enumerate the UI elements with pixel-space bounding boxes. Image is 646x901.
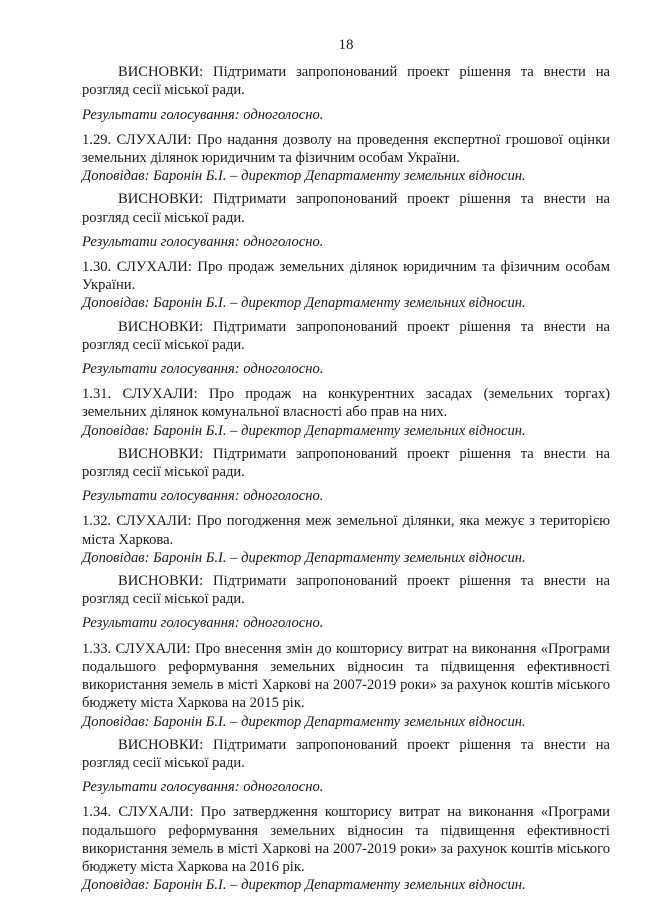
conclusion-paragraph: ВИСНОВКИ: Підтримати запропонований проект рішення та внести на розгляд сесії міської ради. [82, 191, 610, 226]
speaker-line: Доповідав: Баронін Б.І. – директор Департаменту земельних відносин. [82, 877, 526, 894]
heard-item-1-33: 1.33. СЛУХАЛИ: Про внесення змін до кошторису витрат на виконання «Програми подальшого реформування земельних відносин та підвищення ефективності використання земель в місті Харкові на 2007-2019 роки» за рахунок коштів міського бюджету міста Харкова на 2015 рік. [82, 640, 610, 712]
heard-item-1-34: 1.34. СЛУХАЛИ: Про затвердження кошторису витрат на виконання «Програми подальшого реформування земельних відносин та підвищення ефективності використання земель в місті Харкові на 2007-2019 роки» за рахунок коштів міського бюджету міста Харкова на 2016 рік. [82, 804, 610, 875]
vote-result: Результати голосування: одноголосно. [82, 361, 324, 378]
conclusion-paragraph: ВИСНОВКИ: Підтримати запропонований проект рішення та внести на розгляд сесії міської ради. [82, 573, 610, 608]
speaker-line: Доповідав: Баронін Б.І. – директор Департаменту земельних відносин. [82, 549, 526, 566]
vote-result: Результати голосування: одноголосно. [82, 488, 324, 505]
speaker-line: Доповідав: Баронін Б.І. – директор Департаменту земельних відносин. [82, 713, 526, 730]
heard-item-1-32: 1.32. СЛУХАЛИ: Про погодження меж земельної ділянки, яка межує з територією міста Харкова. [82, 513, 610, 548]
conclusion-paragraph: ВИСНОВКИ: Підтримати запропонований проект рішення та внести на розгляд сесії міської ради. [82, 64, 610, 99]
page-number: 18 [338, 37, 354, 53]
vote-result: Результати голосування: одноголосно. [82, 233, 324, 250]
heard-item-1-31: 1.31. СЛУХАЛИ: Про продаж на конкурентних засадах (земельних торгах) земельних ділянок комунальної власності або прав на них. [82, 386, 610, 421]
speaker-line: Доповідав: Баронін Б.І. – директор Департаменту земельних відносин. [82, 168, 526, 185]
conclusion-paragraph: ВИСНОВКИ: Підтримати запропонований проект рішення та внести на розгляд сесії міської ради. [82, 736, 610, 771]
heard-item-1-29: 1.29. СЛУХАЛИ: Про надання дозволу на проведення експертної грошової оцінки земельних ділянок юридичним та фізичним особам України. [82, 131, 610, 167]
vote-result: Результати голосування: одноголосно. [82, 779, 324, 796]
heard-item-1-30: 1.30. СЛУХАЛИ: Про продаж земельних ділянок юридичним та фізичним особам України. [82, 259, 610, 294]
conclusion-paragraph: ВИСНОВКИ: Підтримати запропонований проект рішення та внести на розгляд сесії міської ради. [82, 318, 610, 353]
speaker-line: Доповідав: Баронін Б.І. – директор Департаменту земельних відносин. [82, 422, 526, 439]
speaker-line: Доповідав: Баронін Б.І. – директор Департаменту земельних відносин. [82, 295, 526, 312]
conclusion-paragraph: ВИСНОВКИ: Підтримати запропонований проект рішення та внести на розгляд сесії міської ради. [82, 445, 610, 481]
vote-result: Результати голосування: одноголосно. [82, 615, 324, 632]
vote-result: Результати голосування: одноголосно. [82, 106, 324, 123]
